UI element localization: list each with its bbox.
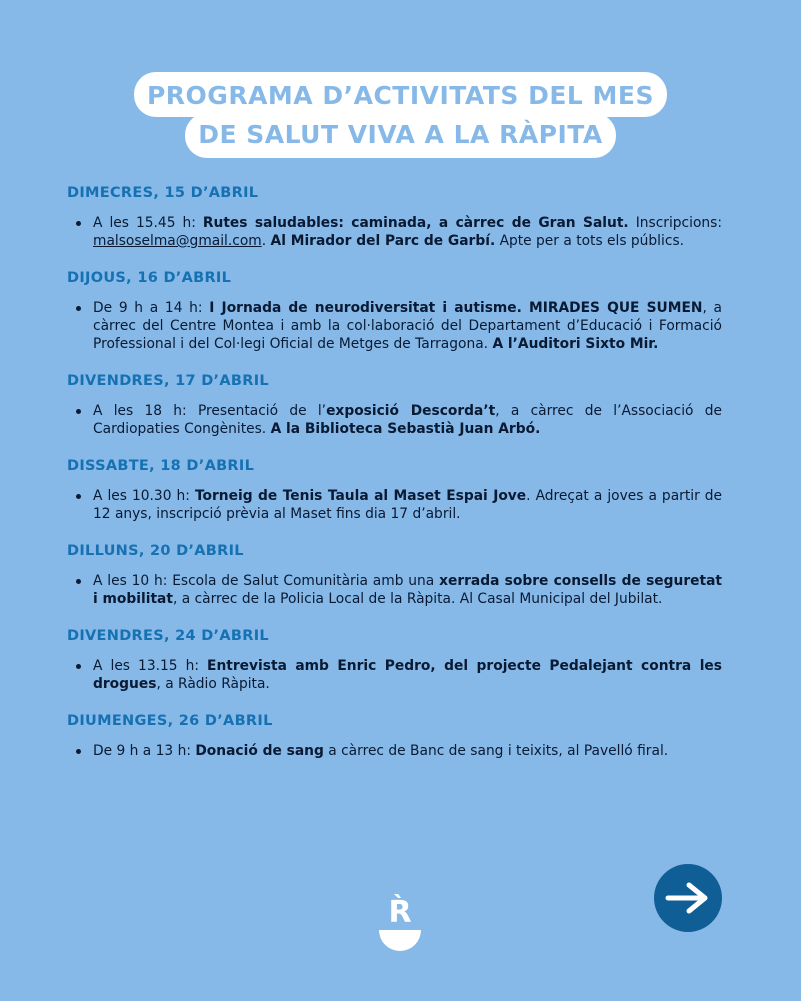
event-description [67,657,722,693]
event-highlight: Rutes saludables: caminada, a càrrec de Gran Salut. [202,215,629,231]
event-highlight: Al Mirador del Parc de Garbí. [270,233,496,249]
event-section [67,270,722,353]
event-text: . [261,233,271,249]
event-day-heading: DISSABTE, 18 D’ABRIL [67,458,255,474]
event-text: A les 15.45 h: [93,215,203,231]
event-text: De 9 h a 13 h: [93,743,196,759]
event-text: A les 18 h: Presentació de l’ [93,403,327,419]
event-section [67,458,722,523]
event-day-heading: DIVENDRES, 24 D’ABRIL [67,628,269,644]
event-highlight: exposició Descorda’t [326,403,496,419]
event-section [67,713,722,760]
events-list [67,185,722,780]
event-day-heading: DIMECRES, 15 D’ABRIL [67,185,259,201]
event-section [67,373,722,438]
event-highlight: A l’Auditori Sixto Mir. [492,336,659,352]
next-button[interactable] [654,864,722,932]
event-description [67,214,722,250]
event-description [67,402,722,438]
event-day-heading: DIJOUS, 16 D’ABRIL [67,270,232,286]
arrow-right-icon [665,881,711,915]
rapita-logo-icon [375,880,425,955]
event-description [67,299,722,353]
title-line-2: DE SALUT VIVA A LA RÀPITA [185,113,616,158]
event-text: Apte per a tots els públics. [495,233,685,249]
event-day-heading: DIVENDRES, 17 D’ABRIL [67,373,269,389]
event-highlight: I Jornada de neurodiversitat i autisme. MIRADES QUE SUMEN [209,300,703,316]
event-highlight: Entrevista amb Enric Pedro, del projecte Pedalejant contra les drogues [93,658,722,692]
event-description [67,742,722,760]
event-highlight: A la Biblioteca Sebastià Juan Arbó. [270,421,541,437]
event-highlight: Torneig de Tenis Taula al Maset Espai Jove [194,488,527,504]
event-text: , a càrrec de la Policia Local de la Ràpita. Al Casal Municipal del Jubilat. [172,591,663,607]
event-text: A les 13.15 h: [93,658,208,674]
event-text: , a càrrec del Centre Montea i amb la col·laboració del Departament d’Educació i Formació Professional i del Col·legi Oficial de Metges de Tarragona. [93,300,722,352]
event-day-heading: DIUMENGES, 26 D’ABRIL [67,713,273,729]
page-title [0,72,801,158]
event-day-heading: DILLUNS, 20 D’ABRIL [67,543,244,559]
event-description [67,487,722,523]
event-highlight: xerrada sobre consells de seguretat i mobilitat [93,573,722,607]
event-email-link[interactable]: malsoselma@gmail.com [93,233,262,249]
event-text: De 9 h a 14 h: [93,300,210,316]
event-section [67,185,722,250]
event-section [67,543,722,608]
event-text: . Adreçat a joves a partir de 12 anys, inscripció prèvia al Maset fins dia 17 d’abril. [93,488,723,522]
event-highlight: Donació de sang [195,743,324,759]
event-text: , a Ràdio Ràpita. [156,676,270,692]
event-description [67,572,722,608]
logo-letter: R̀ [388,895,412,930]
event-text: a càrrec de Banc de sang i teixits, al Pavelló firal. [323,743,669,759]
event-text: , a càrrec de l’Associació de Cardiopaties Congènites. [93,403,722,437]
event-text: A les 10.30 h: [93,488,195,504]
event-text: A les 10 h: Escola de Salut Comunitària amb una [93,573,440,589]
event-section [67,628,722,693]
title-line-1: PROGRAMA D’ACTIVITATS DEL MES [134,72,667,117]
event-text: Inscripcions: [628,215,722,231]
